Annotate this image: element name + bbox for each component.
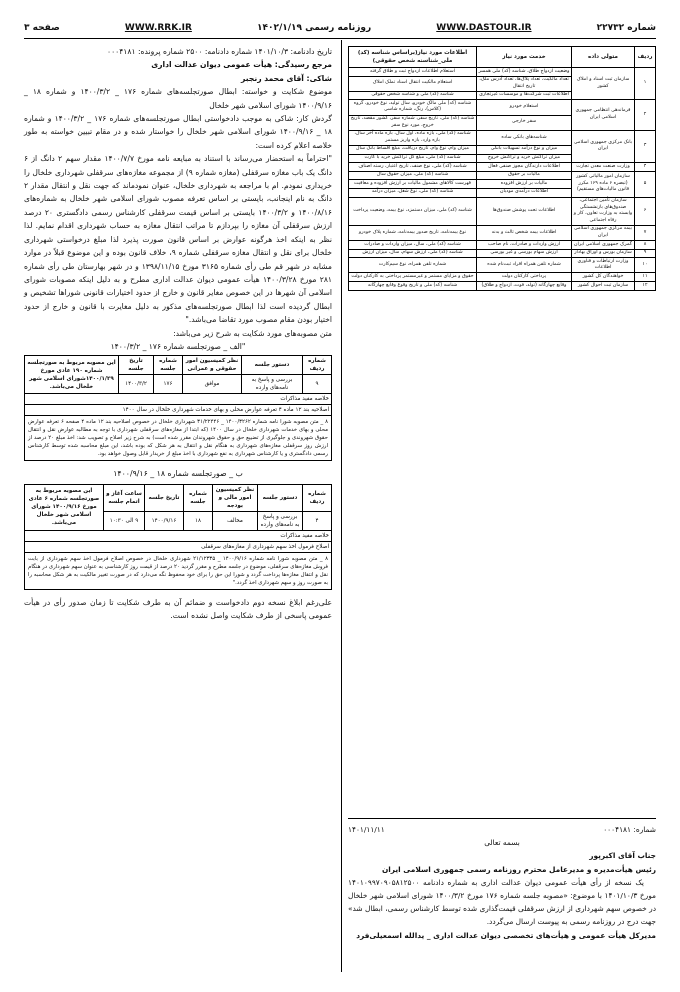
table-row (349, 171, 656, 180)
letter-meta (348, 823, 656, 836)
data-owner: سازمان بورس و اوراق بهادار (572, 249, 635, 258)
service-cell: اطلاعات دارندگان مجوز صنفی فعال (477, 163, 572, 172)
letter-date: ۱۴۰۱/۱۱/۱۱ (348, 825, 385, 834)
table-row (349, 241, 656, 250)
plaintiff-quote: "احتراماً به استحضار می‌رساند با استناد به مبایعه نامه مورخ ۱۴۰۰/۷/۷ مقدار سهم ۲ دانگ از ۶ دانگ یک باب مغازه سرقفلی (مغازه شماره ۹) از مجموعه مغازه‌های سرقفلی شهرداری خلخال را خریداری نمودم. ام با مراجعه به شهرداری خلخال، عنوان نمودماند که جهت نقل و انتقال مقدار ۲ دانگ به نام اینجانب، بایستی بر اساس تعرفه مصوب شورای اسلامی شهر خلخال به شماره‌های ۱۴۰۰/۸/۱۶ و ۱۴۰۰/۳/۲ بایستی بر اساس قیمت سرقفلی کارشناس رسمی دادگستری ۲۰ درصد ارزش سرقفلی آن مغازه را بپردازم تا مراتب انتقال مغازه به حساب شهرداری اقدام نمایم. لذا نظر به اینکه اخذ هرگونه عوارض بر اساس قانون صورت پذیرد لذا مبلغ درخواستی شهرداری خلخال برای نقل و انتقال مغازه سرقفلی شماره ۹، خلاف قانون بوده و این موضوع قبلاً در موارد مشابه در شهر قم طی رأی شماره ۳۱۶۵ مورخ ۱۳۹۸/۱۱/۱۵ و در شهر بهارستان طی رأی شماره ۲۸۱ مورخ ۱۴۰۰/۳/۲۸ هیأت عمومی دیوان عدالت اداری مطرح و به دلیل اینکه مصوبات شورای اسلامی آن شهرها در این خصوص مغایر قانون و خارج از حدود اختیارات قانونی شوراها تشخیص و ابطال گردیده است لذا ابطال صورتجلسه‌های مذکور به دلیل مغایرت با قانون و خارج از حدود اختیار بودن مقام مصوب مورد تقاضا می‌باشد." (24, 154, 332, 325)
t1-c-date: ۱۴۰۰/۳/۲ (119, 375, 154, 394)
row-number: ۱۰ (635, 258, 656, 273)
t1-note: ۸ _ متن مصوبه شورا نامه شماره ۱۴۰۰/۳۲۶۲ _ ۳۱/۲۲۴۴۶ شهرداری خلخال در خصوص اصلاحیه بند ۱۲ ماده ۴ صفحه ۶ تعرفه عوارض محلی و بهای خدمات شهرداری خلخال در سال ۱۴۰۰ (که ابتدا از مغازه‌های سرقفلی شهرداری با توجه به مطالبه عوارض نقل و انتقال حقوق شهروندی و جلوگیری از تضییع حق و حقوق شهروندان مقرر شده است) به شرح زیر اصلاح و تصویب شد: اخذ مبلغ ۲۰ درصد از ارزش روز سرقفلی مغازه‌های شهرداری به هنگام نقل و انتقال به هر شکل که بوده باشد، این مبلغ محاسبه شده توسط کارشناس رسمی دادگستری و یا کارشناس شهرداری به نفع شهرداری با اخذ مبلغ از خریدار قابل وصول خواهد بود. (24, 416, 332, 461)
row-number: ۱۱ (635, 273, 656, 282)
cover-letter (348, 818, 656, 942)
addressee: جناب آقای اکبرپور (589, 851, 656, 861)
complaint-subject: موضوع شکایت و خواسته: ابطال صورتجلسه‌های شماره ۱۷۶ _ ۱۴۰۰/۳/۲ و شماره ۱۸ _ ۱۴۰۰/۹/۱۶ شورای اسلامی شهر خلخال (24, 87, 333, 110)
data-owner: وزارت صنعت معدن تجارت (572, 163, 635, 172)
row-number: ۵ (635, 171, 656, 197)
data-owner: سازمان ثبت احوال کشور (572, 282, 635, 291)
ruling-authority: مرجع رسیدگی: هیأت عمومی دیوان عدالت اداری (151, 60, 332, 70)
col-header-info: اطلاعات مورد نیاز(براساس شناسه (کد) ملی_شناسنه شخص حقوقی) (349, 47, 477, 68)
row-number: ۱ (635, 68, 656, 100)
col-header-service: خدمت مورد نیاز (477, 47, 572, 68)
table-row (349, 282, 656, 291)
process-text: گردش کار: شاکی به موجب دادخواستی ابطال صورتجلسه‌های شماره ۱۷۶ _ ۱۴۰۰/۳/۲ و شماره ۱۸ _ ۱۴۰۰/۹/۱۶ شورای اسلامی شهر خلخال را خواستار شده و در مقام تبیین خواسته به طور خلاصه اعلام کرده است: (24, 114, 333, 150)
t2-h-session: شماره جلسه (184, 484, 213, 511)
t1-summary: خلاصه مفید مذاکرات (25, 394, 332, 405)
gazette-date: روزنامه رسمی ۱۴۰۲/۱/۱۹ (256, 23, 372, 33)
service-cell: اطلاعات ثبت شرکت‌ها و موسسات غیرتجاری (477, 91, 572, 100)
service-cell: میزان تراکنش خرید و تراکنش خروج (477, 154, 572, 163)
t2-h-commission: نظر کمیسیون امور مالی و بودجه (213, 484, 258, 511)
col-header-owner: متولی داده (572, 47, 635, 68)
page-number: صفحه ۳ (24, 23, 60, 33)
service-cell: ارزش واردات و صادرات، نام صاحب (477, 241, 572, 250)
plaintiff: شاکی: آقای محمد رنجبر (241, 73, 332, 83)
site-link-left[interactable]: WWW.RRK.IR (124, 23, 192, 33)
t1-c-row: ۹ (303, 375, 332, 394)
info-cell: شناسه (کد) ملی، نوع شغل، میزان درآمد (349, 188, 477, 197)
t1-h-session: شماره جلسه (154, 356, 183, 375)
t2-c-row: ۴ (303, 511, 332, 530)
info-cell: حقوق و مزایای مستمر و غیرمستمر پرداختی به کارکنان دولت (349, 273, 477, 282)
service-cell: وقایع چهارگانه (تولد، فوت، ازدواج و طلاق) (477, 282, 572, 291)
info-cell: استعلام اطلاعات ازدواج ثبت و طلاق گرفته (349, 68, 477, 77)
row-number: ۷ (635, 225, 656, 240)
letter-rule (348, 818, 656, 819)
t1-h-date: تاریخ جلسه (119, 356, 154, 375)
table-row (349, 225, 656, 240)
t1-c-agenda: بررسی و پاسخ به نامه‌های وارده (242, 375, 303, 394)
info-cell: شناسه (کد) ملی، میزان دستمزد، نوع بیمه، وضعیت پرداخت (349, 197, 477, 225)
t2-amend: اصلاح فرمول اخذ سهم شهرداری از مغازه‌های سرقفلی (25, 541, 332, 552)
resolution-b-title: ب _ صورتجلسه شماره ۱۸ _ ۱۴۰۰/۹/۱۶ (113, 469, 243, 479)
data-owner: سازمان امور مالیاتی کشور (تبصره ۶ ماده ۱۶۹ مکرر قانون مالیات‌های مستقیم) (572, 171, 635, 197)
data-owner: بیمه مرکزی جمهوری اسلامی ایران (572, 225, 635, 240)
addressee-role: رئیس هیأت‌مدیره و مدیرعامل محترم روزنامه رسمی جمهوری اسلامی ایران (381, 864, 656, 874)
t2-summary: خلاصه مفید مذاکرات (25, 530, 332, 541)
page-header (24, 20, 656, 36)
data-owner: سازمان تأمین اجتماعی، صندوق‌های بازنشستگی وابسته به وزارت تعاون، کار و رفاه اجتماعی (572, 197, 635, 225)
t2-c-agenda: بررسی و پاسخ به نامه‌های وارده (258, 511, 303, 530)
t2-h-note: این مصوبه مربوط به صورتجلسه شماره ۶ عادی مورخ ۱۴۰۰/۹/۱۶ شورای اسلامی شهر خلخال می‌باشد. (25, 484, 104, 530)
table-row (349, 273, 656, 282)
data-owners-table (348, 46, 656, 291)
right-column (348, 46, 656, 291)
table-row (349, 258, 656, 273)
service-cell: وضعیت ازدواج طلاق، شناسه (کد) ملی همسر (477, 68, 572, 77)
letter-body: یک نسخه از رأی هیأت عمومی دیوان عدالت اداری به شماره دادنامه ۱۴۰۱۰۹۹۷۰۹۰۵۸۱۲۵۰۰ مورخ ۱۴۰۱/۱۰/۳ با موضوع: «مصوبه جلسه شماره ۱۷۶ مورخ ۱۴۰۰/۳/۲ شورای اسلامی شهر خلخال در خصوص سهم شهرداری از ارزش سرقفلی قیمت‌گذاری شده توسط کارشناس رسمی، ابطال شد» جهت درج در روزنامه رسمی به پیوست ارسال می‌گردد. (348, 877, 656, 927)
service-cell: ارزش سهام بورسی و غیر بورسی (477, 249, 572, 258)
basmala: بسمه تعالی (484, 838, 520, 848)
t2-c-date: ۱۴۰۰/۹/۱۶ (145, 511, 184, 530)
table-row (349, 163, 656, 172)
table-row (349, 100, 656, 115)
info-cell: شناسه (کد) ملی، میزان حقوق سال (349, 171, 477, 180)
service-cell: اطلاعات تحت پوشش صندوق‌ها (477, 197, 572, 225)
t2-c-time: ۹ الی ۱۰:۳۰ (104, 511, 145, 530)
resolution-a-table (24, 355, 332, 416)
service-cell: مالیات بر حقوق (477, 171, 572, 180)
info-cell: شناسه (کد) ملی، تاریخ سفر، شماره سفر، کشور مقصد، تاریخ خروج، مورد نوع سفر (349, 115, 477, 130)
info-cell: شناسه (کد) ملی، ارزش سهام، سال، میزان ارزش (349, 249, 477, 258)
table-row (349, 130, 656, 145)
service-cell: میزان و نوع درآمد تسهیلات بانکی (477, 145, 572, 154)
t1-h-note: این مصوبه مربوط به صورتجلسه شماره ۱۹۰ عادی مورخ ۱۴۰۰/۱/۲۹شورای اسلامی شهر خلخال می‌باشد. (25, 356, 119, 394)
info-cell: فهرست کالاهای مشمول مالیات بر ارزش افزوده و معافیت (349, 180, 477, 189)
col-header-row: ردیف (635, 47, 656, 68)
info-cell: شناسه (کد) ملی، مبلغ کل تراکنش خرید با کارت (349, 154, 477, 163)
header-rule (24, 38, 656, 39)
t1-h-row: شماره ردیف (303, 356, 332, 375)
column-divider (341, 40, 342, 972)
closing-text: علی‌رغم ابلاغ نسخه دوم دادخواست و ضمائم آن به طرف شکایت تا زمان صدور رأی در هیأت عمومی پاسخی از طرف شکایت واصل نشده است. (24, 597, 332, 621)
t1-amend: اصلاحیه بند ۱۲ ماده ۴ تعرفه عوارض محلی و بهای خدمات شهرداری خلخال در سال ۱۴۰۰ (25, 405, 332, 416)
service-cell: مالیات بر ارزش افزوده (477, 180, 572, 189)
ruling-meta: تاریخ دادنامه: ۱۴۰۱/۱۰/۳ شماره دادنامه: ۲۵۰۰ شماره پرونده: ۰۰۰۴۱۸۱ (106, 47, 332, 56)
row-number: ۹ (635, 249, 656, 258)
service-cell: شماره تلفن همراه افراد ثبت‌نام شده (477, 258, 572, 273)
info-cell: شماره تلفن همراه، نوع سیم‌کارت (349, 258, 477, 273)
data-owner: فرماندهی انتظامی جمهوری اسلامی ایران (572, 100, 635, 130)
t1-c-session: ۱۷۶ (154, 375, 183, 394)
left-column (24, 45, 332, 623)
t2-c-session: ۱۸ (184, 511, 213, 530)
info-cell: شناسه (کد) ملی و شناسه شخص حقوقی (349, 91, 477, 100)
issue-number: شماره ۲۲۷۳۲ (596, 23, 656, 33)
row-number: ۴ (635, 163, 656, 172)
table-row (349, 68, 656, 77)
info-cell: شناسه (کد) ملی، سال، میزان واردات و صادرات (349, 241, 477, 250)
t2-h-time: ساعت آغاز و اتمام جلسه (104, 484, 145, 511)
row-number: ۸ (635, 241, 656, 250)
t2-h-date: تاریخ جلسه (145, 484, 184, 511)
table-row (349, 249, 656, 258)
t2-h-agenda: دستور جلسه (258, 484, 303, 511)
service-cell: اطلاعات درآمدی مودیان (477, 188, 572, 197)
data-owner: گمرک جمهوری اسلامی ایران (572, 241, 635, 250)
site-link-right[interactable]: WWW.DASTOUR.IR (436, 23, 532, 33)
t2-h-row: شماره ردیف (303, 484, 332, 511)
service-cell: اطلاعات بیمه شخص ثالث و بدنه (477, 225, 572, 240)
service-cell: استعلام خودرو (477, 100, 572, 115)
t2-c-commission: مخالف (213, 511, 258, 530)
info-cell: شناسه (کد) ملی مالک خودرو، سال تولید، نوع خودرو، گروه (کلاس)، رنگ، شماره شاسی (349, 100, 477, 115)
t2-note: ۸ _ متن مصوبه شورا نامه شماره ۱۴۰۰/۹/۱۶ _ ۲۱/۱۲۳۳۵ شهرداری خلخال در خصوص اصلاح فرمول اخذ سهم شهرداری از بابت فروش مغازه‌های سرقفلی، موضوع در جلسه مطرح و مقرر گردید ۲۰ درصد از قیمت روز کارشناسی به عنوان سهم شهرداری در هنگام نقل و انتقال مغازه‌ها پرداخت گردد و شورا این حق را برای خود محفوظ نگه می‌دارد که در صورت تغییر مالکیت به هر شکل محاسبه را به صورت روز و سهم شهرداری اخذ گردد." (24, 553, 332, 590)
info-cell: میزان وام، نوع وام، تاریخ دریافت، مبلغ اقساط بانک سال (349, 145, 477, 154)
service-cell: پرداختی کارکنان دولت (477, 273, 572, 282)
t1-h-commission: نظر کمیسیون امور حقوقی و عمرانی (183, 356, 242, 375)
t1-c-commission: موافق (183, 375, 242, 394)
resolution-b-table (24, 484, 332, 553)
data-owner: خواهندگان کل کشور (572, 273, 635, 282)
info-cell: شناسه (کد) ملی، نوع صنف، تاریخ اعتبار، رسته اصناف (349, 163, 477, 172)
service-cell: سفر خارجی (477, 115, 572, 130)
info-cell: نوع بیمه‌نامه، تاریخ صدور بیمه‌نامه، شماره پلاک خودرو (349, 225, 477, 240)
table-body (349, 68, 656, 291)
info-cell: شناسه (کد) ملی، بازه ماده، اول سال، بازه ماده آخر سال، بازه وارد، بازه واریز مستمر (349, 130, 477, 145)
data-owner: وزارت ارتباطات و فناوری اطلاعات (572, 258, 635, 273)
row-number: ۱۲ (635, 282, 656, 291)
row-number: ۲ (635, 100, 656, 130)
row-number: ۳ (635, 130, 656, 162)
service-cell: شناسه‌های بانکی ساده (477, 130, 572, 145)
data-owner: بانک مرکزی جمهوری اسلامی ایران (572, 130, 635, 162)
signature: مدیرکل هیأت عمومی و هیأت‌های تخصصی دیوان عدالت اداری _ یدالله اسمعیلی‌فرد (356, 930, 656, 940)
info-cell: شناسه (کد) ملی و تاریخ وقوع وقایع چهارگانه (349, 282, 477, 291)
letter-number: شماره: ۰۰۰۴۱۸۱ (603, 825, 656, 834)
t1-h-agenda: دستور جلسه (242, 356, 303, 375)
data-owner: سازمان ثبت اسناد و املاک کشور (572, 68, 635, 100)
info-cell: استعلام مالکیت انتقال اسناد تملک املاک (349, 76, 477, 91)
table-row (349, 197, 656, 225)
row-number: ۶ (635, 197, 656, 225)
resolution-a-title: "الف _ صورتجلسه شماره ۱۷۶ _ ۱۴۰۰/۳/۲ (110, 341, 246, 351)
service-cell: تعداد مالکیت، تعداد پلاک‌ها، تعداد آدرس ملک، تاریخ انتقال (477, 76, 572, 91)
text-intro: متن مصوبه‌های مورد شکایت به شرح زیر می‌باشد: (173, 328, 332, 338)
